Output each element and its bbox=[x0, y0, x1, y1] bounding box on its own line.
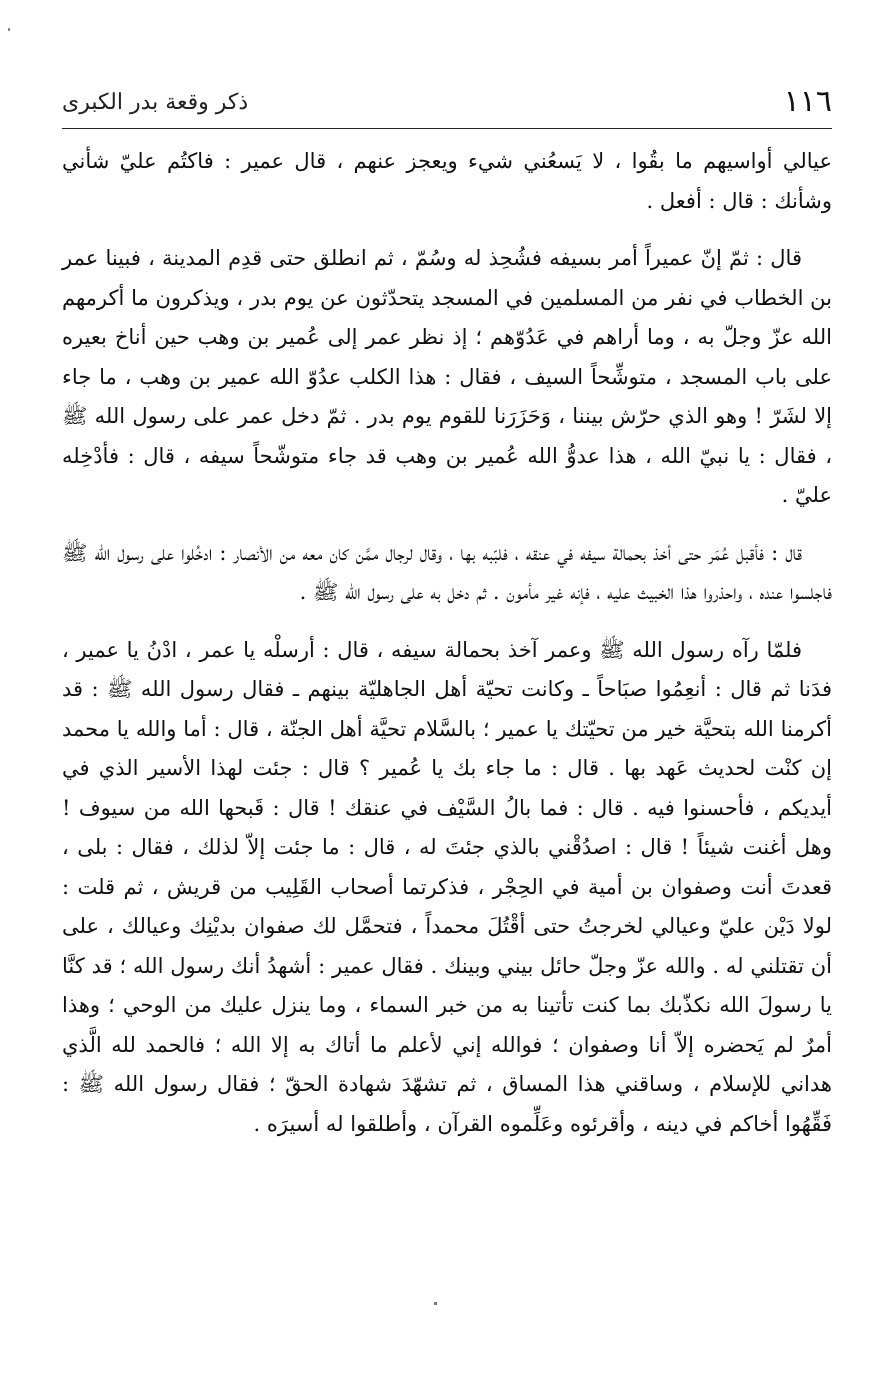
scan-speck bbox=[434, 1302, 437, 1305]
paragraph-4: فلمّا رآه رسول الله ﷺ وعمر آخذ بحمالة سيفه ، قال : أرسلْه يا عمر ، ادْنُ يا عمير ، فدَنا ثم قال : أنعِمُوا صبَاحاً ـ وكانت تحيّة أهل الجاهليّة بينهم ـ فقال رسول الله ﷺ : قد أكرمنا الله بتحيَّة خير من تحيّتك يا عمير ؛ بالسَّلام تحيَّة أهل الجنّة ، قال : أما والله يا محمد إن كنْت لحديث عَهد بها . قال : ما جاء بك يا عُمير ؟ قال : جئت لهذا الأسير الذي في أيديكم ، فأحسنوا فيه . قال : فما بالُ السَّيْف في عنقك ! قال : قَبحها الله من سيوف ! وهل أغنت شيئاً ! قال : اصدُقْني بالذي جئتَ له ، قال : ما جئت إلاّ لذلك ، فقال : بلى ، قعدتَ أنت وصفوان بن أمية في الحِجْر ، فذكرتما أصحاب القَلِيب من قريش ، ثم قلت : لولا دَيْن عليّ وعيالي لخرجتُ حتى أقْتُلَ محمداً ، فتحمَّل لك صفوان بديْنِك وعيالك ، على أن تقتلني له . والله عزّ وجلّ حائل بيني وبينك . فقال عمير : أشهدُ أنك رسول الله ؛ قد كنَّا يا رسولَ الله نكذّبك بما كنت تأتينا به من خبر السماء ، وما ينزل عليك من الوحي ؛ وهذا أمرٌ لم يَحضره إلاّ أنا وصفوان ؛ فوالله إني لأعلم ما أتاك به إلا الله ؛ فالحمد لله الَّذي هداني للإسلام ، وساقني هذا المساق ، ثم تشهّدَ شهادة الحقّ ؛ فقال رسول الله ﷺ : فَقِّهُوا أخاكم في دينه ، وأقرئوه وعَلِّموه القرآن ، وأطلقوا له أسيرَه . bbox=[62, 637, 832, 1136]
paragraph-1: عيالي أواسيهم ما بقُوا ، لا يَسعُني شيء ويعجز عنهم ، قال عمير : فاكتُم عليّ شأني وشأنك : قال : أفعل . bbox=[62, 149, 832, 213]
page-number: ١١٦ bbox=[783, 84, 832, 119]
page-body bbox=[62, 142, 832, 1144]
paragraph-3: قال : فأقبل عُمَر حتى أخذ بحمالة سيفه في عنقه ، فلبّبه بها ، وقال لرجال ممَّن كان معه من الأنصار : ادخُلوا على رسول الله ﷺ فاجلسوا عنده ، واحذروا هذا الخبيث عليه ، فإنه غير مأمون . ثم دخل به على رسول الله ﷺ . bbox=[62, 540, 832, 604]
page-header bbox=[62, 84, 832, 124]
scan-speck bbox=[8, 28, 10, 31]
running-title: ذكر وقعة بدر الكبرى bbox=[62, 90, 249, 115]
header-divider bbox=[62, 128, 832, 129]
paragraph-2: قال : ثمّ إنّ عميراً أمر بسيفه فشُحِذ له وسُمّ ، ثم انطلق حتى قدِم المدينة ، فبينا عمر بن الخطاب في نفر من المسلمين في المسجد يتحدّثون عن يوم بدر ، ويذكرون ما أكرمهم الله عزّ وجلّ به ، وما أراهم في عَدُوّهم ؛ إذ نظر عمر إلى عُمير بن وهب حين أناخ بعيره على باب المسجد ، متوشِّحاً السيف ، فقال : هذا الكلب عدُوّ الله عمير بن وهب ، ما جاء إلا لشَرّ ! وهو الذي حرّش بيننا ، وَحَزَرَنا للقوم يوم بدر . ثمّ دخل عمر على رسول الله ﷺ ، فقال : يا نبيّ الله ، هذا عدوُّ الله عُمير بن وهب قد جاء متوشّحاً سيفه ، قال : فأدْخِله عليّ . bbox=[62, 246, 832, 507]
